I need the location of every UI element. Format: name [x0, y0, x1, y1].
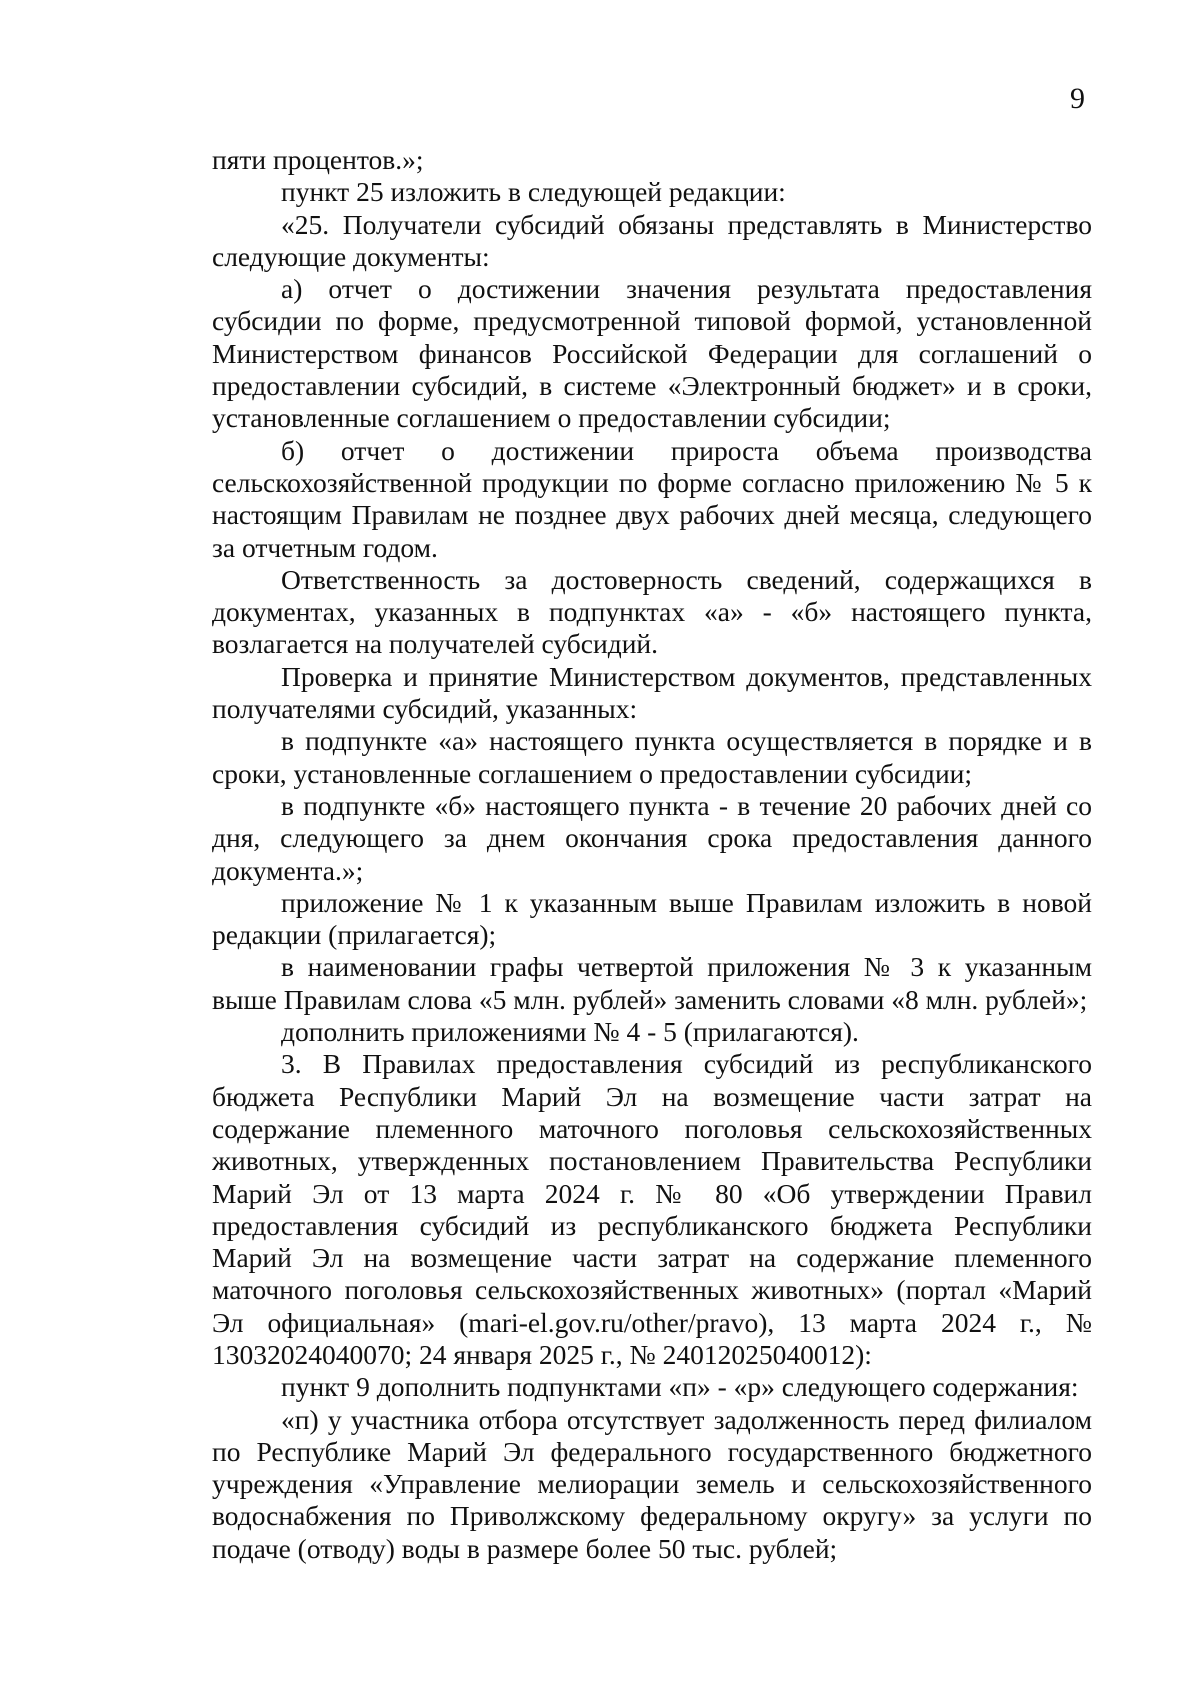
paragraph: приложение № 1 к указанным выше Правилам изложить в новой редакции (прилагается); [212, 886, 1092, 951]
paragraph: б) отчет о достижении прироста объема производства сельскохозяйственной продукции по форме согласно приложению № 5 к настоящим Правилам не позднее двух рабочих дней месяца, следующего за отчетным годом. [212, 434, 1092, 563]
paragraph: а) отчет о достижении значения результата предоставления субсидии по форме, предусмотренной типовой формой, установленной Министерством финансов Российской Федерации для соглашений о предоставлении субсидий, в системе «Электронный бюджет» и в сроки, установленные соглашением о предоставлении субсидии; [212, 273, 1092, 434]
paragraph: Ответственность за достоверность сведений, содержащихся в документах, указанных в подпунктах «а» - «б» настоящего пункта, возлагается на получателей субсидий. [212, 563, 1092, 660]
page-number: 9 [1070, 82, 1085, 115]
paragraph: Проверка и принятие Министерством документов, представленных получателями субсидий, указанных: [212, 660, 1092, 725]
paragraph: 3. В Правилах предоставления субсидий из республиканского бюджета Республики Марий Эл на возмещение части затрат на содержание племенного маточного поголовья сельскохозяйственных животных, утвержденных постановлением Правительства Республики Марий Эл от 13 марта 2024 г. № 80 «Об утверждении Правил предоставления субсидий из республиканского бюджета Республики Марий Эл на возмещение части затрат на содержание племенного маточного поголовья сельскохозяйственных животных» (портал «Марий Эл официальная» (mari-el.gov.ru/other/pravo), 13 марта 2024 г., № 13032024040070; 24 января 2025 г., № 24012025040012): [212, 1048, 1092, 1370]
document-body [212, 144, 1092, 1565]
paragraph: пяти процентов.»; [212, 144, 424, 175]
paragraph: «п) у участника отбора отсутствует задолженность перед филиалом по Республике Марий Эл федерального государственного бюджетного учреждения «Управление мелиорации земель и сельскохозяйственного водоснабжения по Приволжскому федеральному округу» за услуги по подаче (отводу) воды в размере более 50 тыс. рублей; [212, 1403, 1092, 1564]
paragraph: дополнить приложениями № 4 - 5 (прилагаются). [281, 1016, 859, 1048]
paragraph: в подпункте «б» настоящего пункта - в течение 20 рабочих дней со дня, следующего за днем окончания срока предоставления данного документа.»; [212, 789, 1092, 886]
paragraph: пункт 25 изложить в следующей редакции: [281, 176, 786, 208]
paragraph: пункт 9 дополнить подпунктами «п» - «р» следующего содержания: [281, 1371, 1079, 1403]
paragraph: в подпункте «а» настоящего пункта осуществляется в порядке и в сроки, установленные соглашением о предоставлении субсидии; [212, 725, 1092, 789]
paragraph: в наименовании графы четвертой приложения № 3 к указанным выше Правилам слова «5 млн. рублей» заменить словами «8 млн. рублей»; [212, 951, 1092, 1015]
paragraph: «25. Получатели субсидий обязаны представлять в Министерство следующие документы: [212, 208, 1092, 272]
